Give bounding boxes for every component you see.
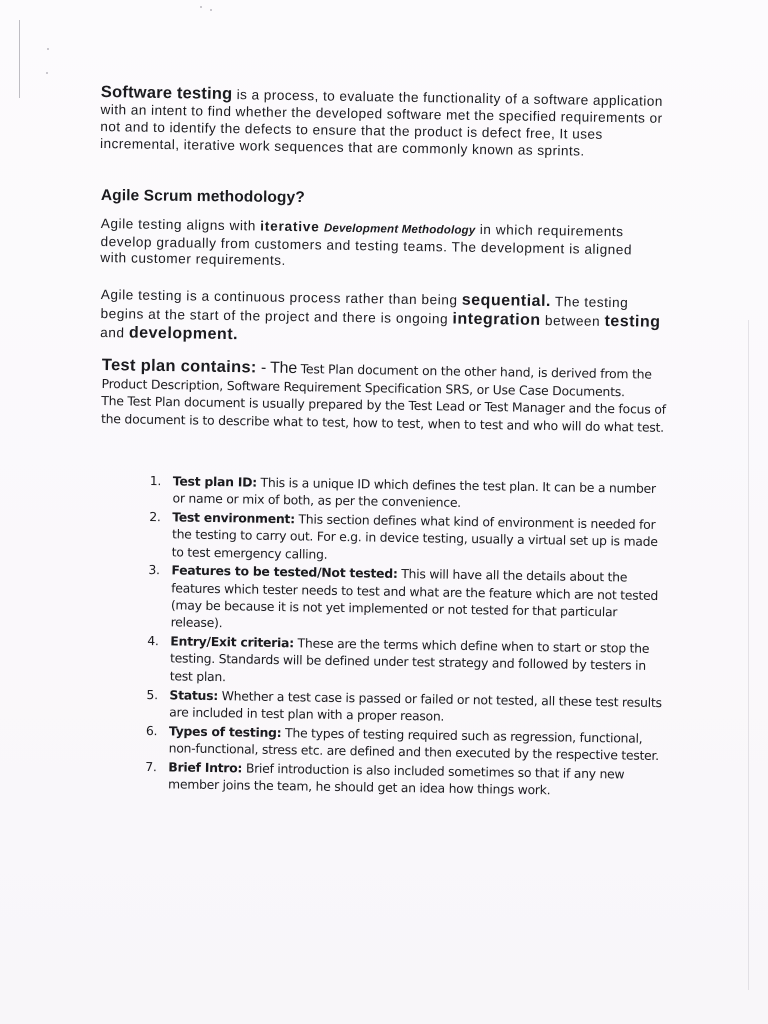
list-item-term: Brief Intro:	[168, 759, 243, 776]
list-item-term: Entry/Exit criteria:	[170, 633, 295, 651]
agile-p1-text-end: in which requirements develop gradually from customers and testing teams. The development is aligned with customer requirements.	[100, 221, 633, 268]
agile-p2-between: between	[540, 312, 605, 329]
list-item-text: These are the terms which define when to start or stop the testing. Standards will be defined under test strategy and followed by testers in test plan.	[169, 635, 650, 684]
list-item-text: This will have all the details about the features which tester needs to test and what are the feature which are not tested (may be because it is not yet implemented or not tested for that particular release).	[170, 566, 659, 631]
list-item	[147, 632, 668, 692]
list-item	[148, 561, 669, 638]
agile-p2-text-mid: The testing begins at the start of the project and there is ongoing	[100, 294, 629, 327]
agile-paragraph-2	[100, 285, 666, 351]
list-item-term: Types of testing:	[168, 722, 282, 740]
list-item-text: Brief introduction is also included sometimes so that if any new member joins the team, he should get an idea how things work.	[167, 760, 625, 798]
agile-heading: Agile Scrum methodology?	[100, 187, 305, 207]
scan-speck	[210, 9, 212, 11]
agile-p2-integration: integration	[452, 310, 541, 329]
list-item-number: 4.	[147, 633, 159, 649]
scan-speck	[46, 72, 48, 74]
test-plan-dash: - The	[256, 359, 298, 378]
agile-p1-text: Agile testing aligns with	[100, 216, 261, 234]
intro-lead-term: Software testing	[100, 83, 233, 104]
list-item-term: Test environment:	[172, 509, 295, 527]
intro-text: is a process, to evaluate the functionality of a software application with an intent to find whether the developed software met the specified requirements or not and to identify the defects to ensure that the product is defect free, It uses incremental, iterative work sequences that are commonly known as sprints.	[99, 87, 663, 159]
agile-p2-text: Agile testing is a continuous process rather than being	[100, 286, 462, 308]
agile-p2-development: development.	[128, 324, 239, 344]
list-item-term: Status:	[169, 686, 219, 703]
list-item-text: The types of testing required such as regression, functional, non-functional, stress etc. are defined and then executed by the respective tester.	[168, 724, 660, 763]
scan-edge-line	[748, 320, 749, 990]
scan-speck	[47, 48, 49, 50]
list-item-number: 1.	[149, 472, 162, 489]
list-item-term: Test plan ID:	[172, 473, 258, 490]
agile-p1-bold: iterative	[260, 218, 320, 235]
agile-p2-testing: testing	[604, 312, 661, 331]
test-plan-text-1: Test Plan document on the other hand, is derived from the Product Description, Software Requirement Specification SRS, or Use Case Documents.	[101, 361, 652, 399]
agile-p2-and: and	[100, 324, 130, 341]
list-item-number: 2.	[149, 509, 161, 525]
agile-p1-emphasis: Development Methodology	[323, 222, 476, 237]
scan-edge-line	[19, 20, 20, 98]
test-plan-text-2: The Test Plan document is usually prepared by the Test Lead or Test Manager and the focus of the document is to describe what to test, how to test, when to test and who will do what test.	[100, 392, 666, 435]
list-item-number: 5.	[146, 686, 158, 702]
list-item-text: Whether a test case is passed or failed or not tested, all these test results are included in test plan with a proper reason.	[169, 687, 662, 724]
intro-paragraph	[100, 84, 671, 161]
scan-speck	[200, 6, 202, 8]
agile-p2-sequential: sequential.	[461, 291, 552, 311]
list-item-text: This section defines what kind of environment is needed for the testing to carry out. For e.g. in device testing, usually a virtual set up is made to test emergency calling.	[171, 511, 658, 562]
test-plan-section	[101, 357, 672, 436]
list-item-text: This is a unique ID which defines the test plan. It can be a number or name or mix of both, as per the convenience.	[172, 474, 656, 511]
list-item	[149, 508, 670, 568]
list-item	[145, 758, 665, 801]
test-plan-items-list	[145, 472, 670, 802]
test-plan-heading: Test plan contains:	[101, 356, 257, 377]
agile-paragraph-1	[100, 216, 661, 275]
list-item-number: 6.	[145, 722, 158, 738]
list-item-number: 3.	[148, 562, 160, 578]
list-item-number: 7.	[145, 758, 157, 774]
list-item-term: Features to be tested/Not tested:	[171, 562, 398, 582]
